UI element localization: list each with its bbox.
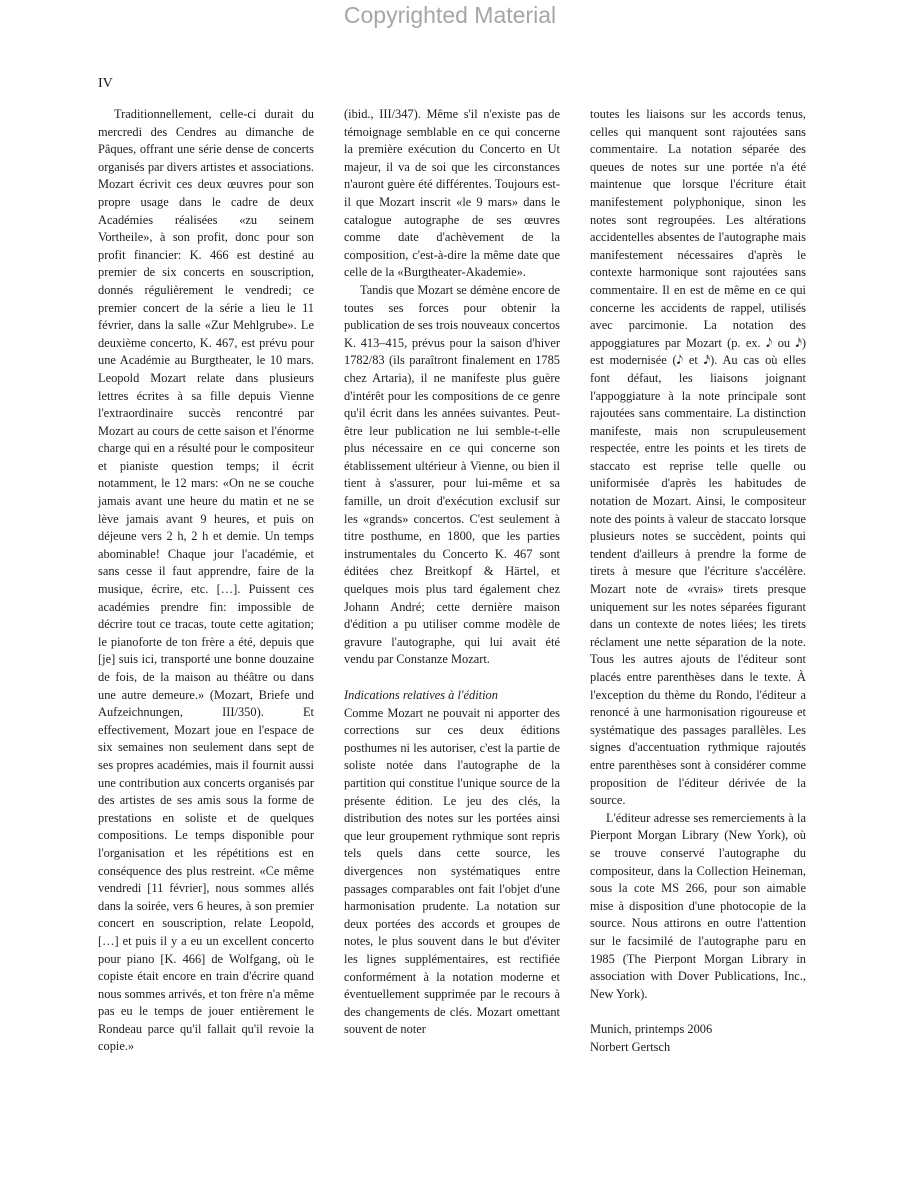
paragraph: Tandis que Mozart se démène encore de toutes ses forces pour obtenir la publication de ses trois nouveaux concertos K. 413–415, prévus pour la saison d'hiver 1782/83 (ils paraîtront finalement en 1785 chez Artaria), il ne manifeste plus guère d'intérêt pour les compositions de ce genre qu'il écrit dans les années suivantes. Peut-être leur publication ne lui semble-t-elle plus nécessaire en ce qui concerne son établissement ultérieur à Vienne, ou bien il tient à s'assurer, pour lui-même et sa famille, un droit d'exécution exclusif sur les «grands» concertos. C'est seulement à titre posthume, en 1800, que les parties instrumentales du Concerto K. 467 sont éditées chez Breitkopf & Härtel, et quelques mois plus tard également chez Johann André; cette dernière maison d'édition a pu utiliser comme modèle de gravure l'autographe, qui lui avait été vendu par Constanze Mozart. [344,282,560,667]
paragraph: L'éditeur adresse ses remerciements à la Pierpont Morgan Library (New York), où se trouve conservé l'autographe du compositeur, dans la Collection Heineman, sous la cote MS 266, pour son aimable mise à disposition d'une photocopie de la source. Nous attirons en outre l'attention sur le facsimilé de l'autographe paru en 1985 (The Pierpont Morgan Library in association with Dover Publications, Inc., New York). [590,810,806,1001]
paragraph: (ibid., III/347). Même s'il n'existe pas de témoignage semblable en ce qui concerne la première exécution du Concerto en Ut majeur, il va de soi que les circonstances n'auront guère été différentes. Toujours est-il que Mozart inscrit «le 9 mars» dans le catalogue autographe de ses œuvres comme date d'achèvement de la composition, c'est-à-dire la même date que celle de la «Burgtheater-Akademie». [344,107,560,280]
copyright-watermark: Copyrighted Material [343,2,557,28]
text-column-left [98,106,314,1056]
paragraph: Traditionnellement, celle-ci durait du mercredi des Cendres au dimanche de Pâques, offrant une série dense de concerts organisés par divers artistes et associations. Mozart écrivit ces deux œuvres pour son propre usage dans le cadre de deux Académies réalisées «zu seinem Vortheile», à son profit, donc pour son profit financier: K. 466 est destiné au premier de six concerts en souscription, donnés régulièrement le vendredi; ce premier concert de la série a lieu le 11 février, dans la salle «Zur Mehlgrube». Le deuxième concerto, K. 467, est prévu pour une Académie au Burgtheater, le 10 mars. Leopold Mozart relate dans plusieurs lettres écrites à sa fille depuis Vienne l'extraordinaire succès rencontré par Mozart au cours de cette saison et l'énorme charge qui en a résulté pour le compositeur et pianiste question temps; il écrit notamment, le 12 mars: «On ne se couche jamais avant une heure du matin et ne se lève jamais avant 9 heures, et puis on déjeune vers 2 h, 2 h et demie. Un temps abominable! Chaque jour l'académie, et sans cesse il faut apprendre, faire de la musique, écrire, etc. […]. Puissent ces académies prendre fin: impossible de décrire tout ce tracas, toute cette agitation; le pianoforte de ton frère a été, depuis que [je] suis ici, transporté une bonne douzaine de fois, de la maison au théâtre ou dans une autre demeure.» (Mozart, Briefe und Aufzeichnungen, III/350). Et effectivement, Mozart joue en l'espace de six semaines non seulement dans sept de ses propres académies, mais il fournit aussi une contribution aux concerts organisés par des artistes de ses amis sous la forme de prestations en soliste et de quelques compositions. Le temps disponible pour l'organisation et les répétitions est en conséquence des plus restreint. «Ce même vendredi [11 février], nous sommes allés dans la soirée, vers 6 heures, à son premier concert en souscription, relate Leopold, […] et puis il y a eu un excellent concerto pour piano [K. 466] de Wolfgang, où le copiste était encore en train d'écrire quand nous sommes arrivés, et ton frère n'a même pas eu le temps de jouer entièrement le Rondeau parce qu'il fallait qu'il revoie la copie.» [98,107,314,1054]
page-number: IV [98,76,113,91]
author-name: Norbert Gertsch [590,1039,671,1054]
paragraph: toutes les liaisons sur les accords tenus, celles qui manquent sont rajoutées sans commentaire. La notation séparée des queues de notes sur une portée n'a été maintenue que lorsque l'écriture était manifestement polyphonique, sinon les notes sont regroupées. Les altérations accidentelles absentes de l'autographe mais manifestement nécessaires d'après le contexte harmonique sont rajoutées sans commentaire. Il en est de même en ce qui concerne les accidents de rappel, utilisés avec parcimonie. La notation des appoggiatures par Mozart (p. ex. 𝅘𝅥𝅮 ou 𝅘𝅥𝅯) est modernisée (𝅘𝅥𝅮 et 𝅘𝅥𝅯). Au cas où elles font défaut, les liaisons joignant l'appoggiature à la note principale sont rajoutées sans commentaire. La distinction manifeste, mais non scrupuleusement respectée, entre les points et les tirets de staccato est reprise telle quelle ou uniformisée d'après les habitudes de notation de Mozart. Ainsi, le compositeur note des points à valeur de staccato lorsque plusieurs notes se succèdent, points qui tendent d'ailleurs à prendre la forme de tirets à mesure que l'écriture s'accélère. Mozart note de «vrais» tirets presque uniquement sur les notes séparées figurant dans un contexte de notes liées; les tirets réclament une nette séparation de la note. Tous les autres ajouts de l'éditeur sont placés entre parenthèses dans le texte. À l'exception du thème du Rondo, l'éditeur a renoncé à une harmonisation rigoureuse et systématique des passages parallèles. Les signes d'accentuation rythmique rajoutés entre parenthèses sont à considérer comme proposition de l'éditeur dérivée de la source. [590,107,806,808]
place-date: Munich, printemps 2006 [590,1022,713,1037]
text-column-right [590,106,806,1056]
paragraph: Comme Mozart ne pouvait ni apporter des corrections sur ces deux éditions posthumes ni les autoriser, c'est la partie de soliste notée dans l'autographe de la partition qui constitue l'unique source de la présente édition. Le jeu des clés, la distribution des notes sur les portées ainsi que leur groupement rythmique sont repris tels quels dans cette source, les divergences non systématiques entre passages comparables ont fait l'objet d'une harmonisation prudente. La notation sur deux portées des accords et groupes de notes, le plus souvent dans le but d'éviter les lignes supplémentaires, est rectifiée conformément à la notation moderne et éventuellement supprimée par le recours à des changements de clés. Mozart omettant souvent de noter [344,705,560,1037]
text-column-middle [344,106,560,1039]
section-heading: Indications relatives à l'édition [344,688,498,702]
